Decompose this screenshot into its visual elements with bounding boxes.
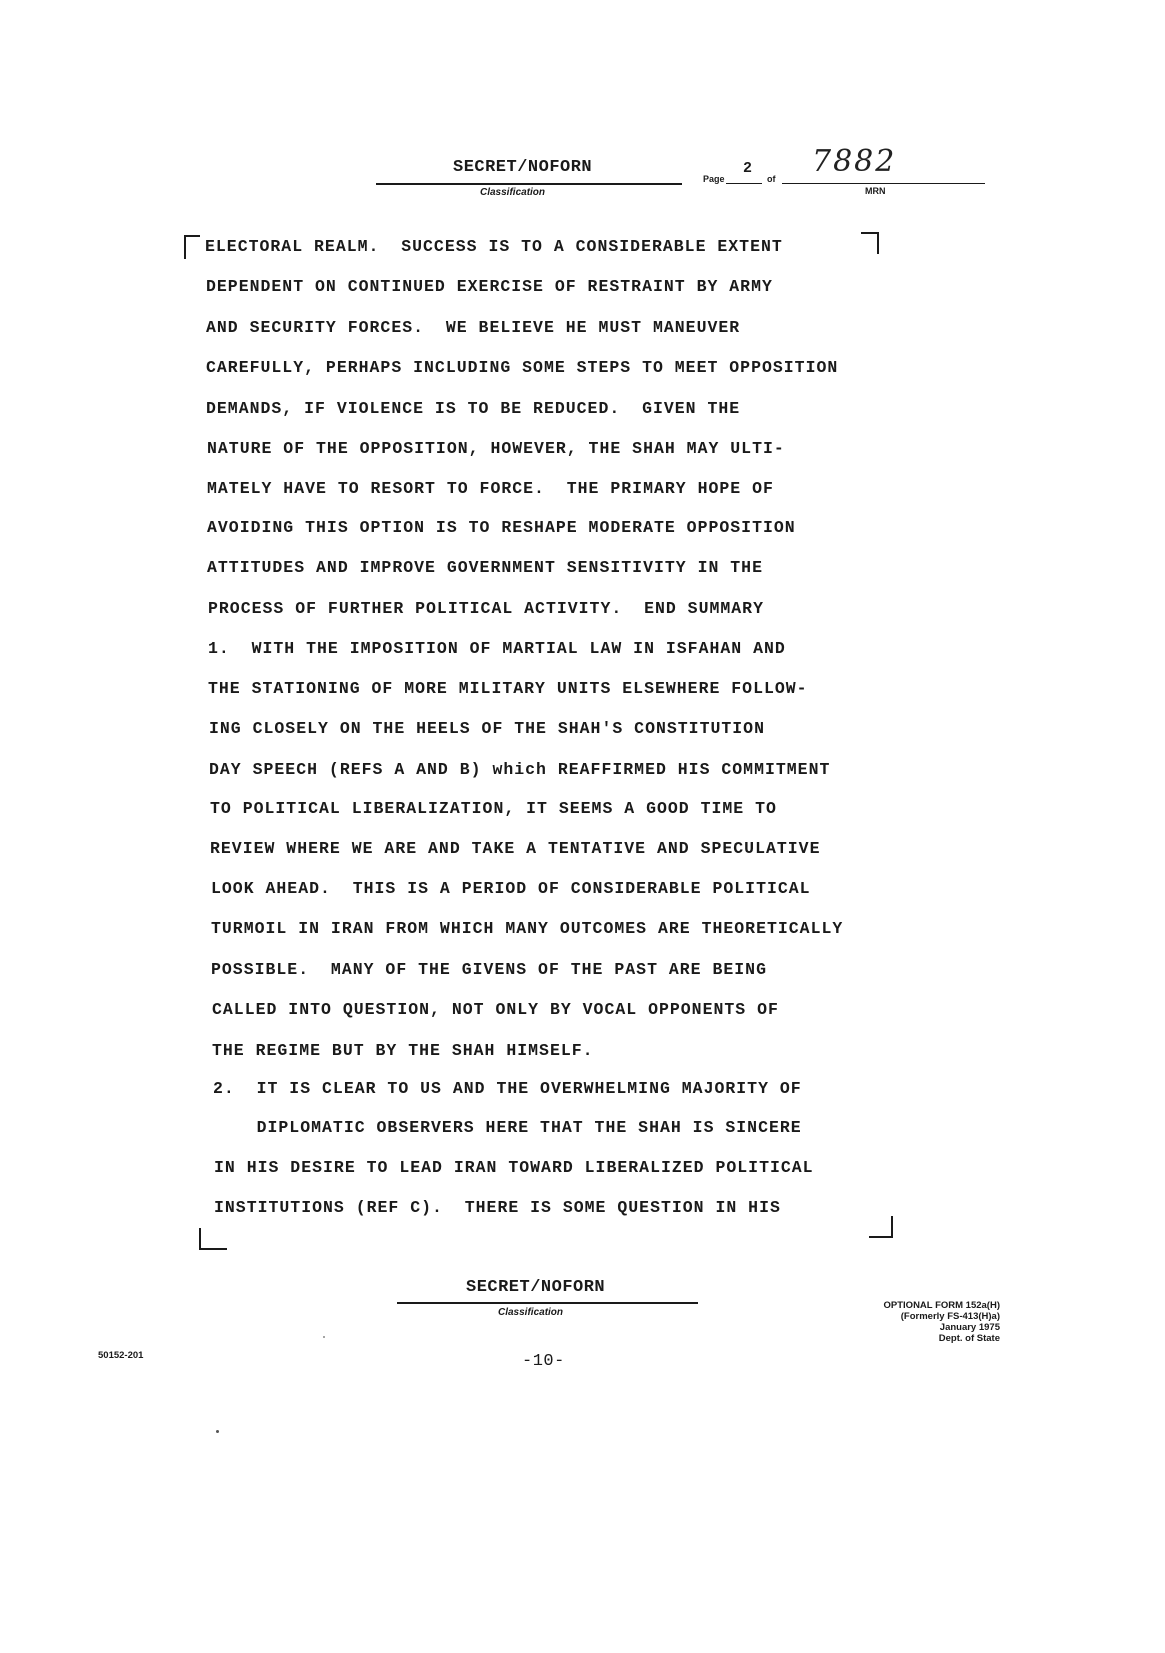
body-line: PROCESS OF FURTHER POLITICAL ACTIVITY. END SUMMARY bbox=[208, 599, 764, 618]
corner-bracket-bottom-right bbox=[869, 1216, 893, 1238]
header-classification-rule bbox=[376, 183, 682, 185]
body-line: 1. WITH THE IMPOSITION OF MARTIAL LAW IN ISFAHAN AND bbox=[208, 639, 786, 658]
body-line: TURMOIL IN IRAN FROM WHICH MANY OUTCOMES ARE THEORETICALLY bbox=[211, 919, 844, 938]
page-label: Page bbox=[703, 174, 725, 184]
header-classification: SECRET/NOFORN bbox=[453, 158, 593, 177]
form-line: (Formerly FS-413(H)a) bbox=[900, 1311, 1000, 1322]
mrn-rule bbox=[782, 183, 985, 184]
form-line: OPTIONAL FORM 152a(H) bbox=[883, 1300, 1000, 1311]
body-line: DAY SPEECH (REFS A AND B) which REAFFIRMED HIS COMMITMENT bbox=[209, 760, 831, 779]
body-line: ING CLOSELY ON THE HEELS OF THE SHAH'S CONSTITUTION bbox=[209, 719, 765, 738]
body-line: ELECTORAL REALM. SUCCESS IS TO A CONSIDERABLE EXTENT bbox=[205, 237, 783, 256]
footer-classification: SECRET/NOFORN bbox=[466, 1278, 606, 1297]
form-line: Dept. of State bbox=[938, 1333, 1000, 1344]
body-line: CALLED INTO QUESTION, NOT ONLY BY VOCAL OPPONENTS OF bbox=[212, 1000, 779, 1019]
body-line: POSSIBLE. MANY OF THE GIVENS OF THE PAST ARE BEING bbox=[211, 960, 767, 979]
header-classification-caption: Classification bbox=[480, 187, 546, 198]
body-line: TO POLITICAL LIBERALIZATION, IT SEEMS A GOOD TIME TO bbox=[210, 799, 777, 818]
footer-classification-rule bbox=[397, 1302, 698, 1304]
footer-classification-caption: Classification bbox=[498, 1307, 564, 1318]
body-line: AND SECURITY FORCES. WE BELIEVE HE MUST MANEUVER bbox=[206, 318, 741, 337]
body-line: DEPENDENT ON CONTINUED EXERCISE OF RESTRAINT BY ARMY bbox=[206, 277, 773, 296]
body-line: CAREFULLY, PERHAPS INCLUDING SOME STEPS TO MEET OPPOSITION bbox=[206, 358, 839, 377]
optional-form-block bbox=[800, 1300, 1000, 1344]
of-label: of bbox=[767, 174, 776, 184]
body-line: AVOIDING THIS OPTION IS TO RESHAPE MODERATE OPPOSITION bbox=[207, 518, 796, 537]
page-number: 2 bbox=[743, 160, 753, 177]
body-line: IN HIS DESIRE TO LEAD IRAN TOWARD LIBERALIZED POLITICAL bbox=[214, 1158, 814, 1177]
scan-speck bbox=[323, 1336, 325, 1338]
body-line: ATTITUDES AND IMPROVE GOVERNMENT SENSITIVITY IN THE bbox=[207, 558, 763, 577]
corner-bracket-top-right bbox=[861, 232, 879, 254]
body-line: LOOK AHEAD. THIS IS A PERIOD OF CONSIDERABLE POLITICAL bbox=[211, 879, 811, 898]
form-line: January 1975 bbox=[939, 1322, 1000, 1333]
body-line: REVIEW WHERE WE ARE AND TAKE A TENTATIVE AND SPECULATIVE bbox=[210, 839, 821, 858]
body-line: DEMANDS, IF VIOLENCE IS TO BE REDUCED. GIVEN THE bbox=[206, 399, 741, 418]
mrn-label: MRN bbox=[865, 186, 886, 196]
page-marker: -10- bbox=[522, 1352, 565, 1371]
body-line: NATURE OF THE OPPOSITION, HOWEVER, THE SHAH MAY ULTI- bbox=[207, 439, 785, 458]
scan-speck bbox=[216, 1430, 219, 1433]
page-number-rule bbox=[726, 183, 762, 184]
form-number: 50152-201 bbox=[98, 1350, 144, 1361]
mrn-handwritten: 7882 bbox=[812, 144, 897, 179]
body-line: THE REGIME BUT BY THE SHAH HIMSELF. bbox=[212, 1041, 594, 1060]
body-line: THE STATIONING OF MORE MILITARY UNITS ELSEWHERE FOLLOW- bbox=[208, 679, 808, 698]
body-line: 2. IT IS CLEAR TO US AND THE OVERWHELMING MAJORITY OF bbox=[213, 1079, 802, 1098]
corner-bracket-bottom-left bbox=[199, 1228, 227, 1250]
body-line: INSTITUTIONS (REF C). THERE IS SOME QUESTION IN HIS bbox=[214, 1198, 781, 1217]
body-line: DIPLOMATIC OBSERVERS HERE THAT THE SHAH IS SINCERE bbox=[213, 1118, 802, 1137]
body-line: MATELY HAVE TO RESORT TO FORCE. THE PRIMARY HOPE OF bbox=[207, 479, 774, 498]
corner-bracket-top-left bbox=[184, 235, 200, 259]
